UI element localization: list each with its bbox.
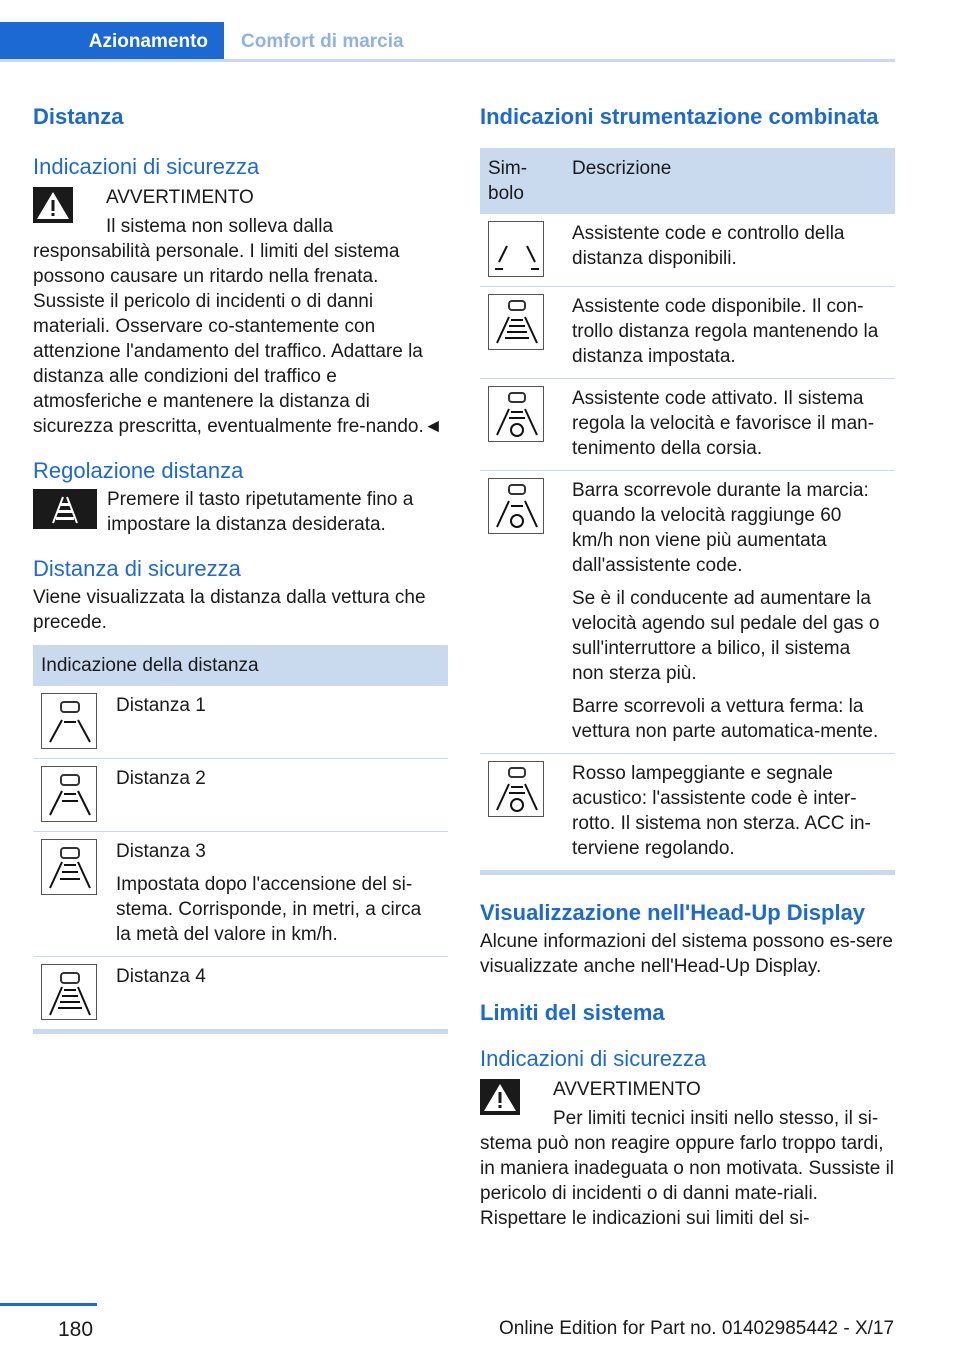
warning-block-2 [480,1077,895,1231]
car-lanes-icon [488,294,544,350]
safety-heading: Indicazioni di sicurezza [33,154,260,179]
distance-table-header: Indicazione della distanza [33,645,448,686]
warning-triangle-icon [480,1079,520,1115]
symbol-description: Barra scorrevole durante la marcia: quando la velocità raggiunge 60 km/h non viene più aumentata dall'assistente code. [572,480,869,576]
table-row [480,379,895,471]
section-title-distanza: Distanza [33,104,124,129]
header-bar [0,22,895,62]
footer-rule [0,1303,97,1306]
table-row [33,686,448,759]
description-column-header: Descrizione [564,148,895,214]
distance-4-label: Distanza 4 [116,966,206,987]
symbol-description: Rosso lampeggiante e segnale acustico: l'assistente code è inter-rotto. Il sistema non sterza. ACC in-terviene regolando. [572,763,871,859]
table-row [480,214,895,287]
table-end-rule [480,870,895,875]
regulation-block [33,487,448,537]
distance-button-icon [33,489,97,529]
left-column [33,100,448,1034]
page-number: 180 [58,1318,94,1341]
warning-title: AVVERTIMENTO [106,187,254,208]
warning-triangle-icon [33,187,73,223]
distance-1-icon [41,693,97,749]
symbol-table [480,148,895,870]
hud-text: Alcune informazioni del sistema possono es-sere visualizzate anche nell'Head-Up Display. [480,931,893,977]
warning-text-2: Per limiti tecnici insiti nello stesso, il si-stema può non reagire oppure farlo troppo tardi, in maniera inadeguata o non motivata. Sussiste il pericolo di incidenti o di danni mate-riali. Rispettare le indicazioni sui limiti del si- [480,1108,895,1229]
safe-distance-text: Viene visualizzata la distanza dalla vettura che precede. [33,587,426,633]
table-row [480,754,895,871]
table-row [33,832,448,957]
limits-heading: Limiti del sistema [480,1000,665,1025]
distance-3-label: Distanza 3 [116,841,206,862]
safety-heading-2: Indicazioni di sicurezza [480,1046,707,1071]
tab-azionamento[interactable]: Azionamento [0,22,224,62]
safe-distance-heading: Distanza di sicurezza [33,556,241,581]
hud-heading: Visualizzazione nell'Head-Up Display [480,900,866,925]
tab-comfort-di-marcia[interactable]: Comfort di marcia [241,31,404,52]
right-column [480,100,895,1231]
table-row [33,957,448,1030]
table-row [480,471,895,754]
table-end-rule [33,1029,448,1034]
table-row [33,759,448,832]
warning-text: Il sistema non solleva dalla responsabilità personale. I limiti del sistema possono causare un ritardo nella frenata. Sussiste il pericolo di incidenti o di danni materiali. Osservare co-stantemente con attenzione l'andamento del traffico. Adattare la distanza alle condizioni del traffico e atmosferiche e mantenere la distanza di sicurezza prescritta, eventualmente fre-nando.◄ [33,216,443,437]
distance-2-icon [41,766,97,822]
warning-block [33,185,448,439]
table-row [480,287,895,379]
warning-title-2: AVVERTIMENTO [553,1079,701,1100]
car-lanes-steering-icon [488,386,544,442]
regulation-text: Premere il tasto ripetutamente fino a impostare la distanza desiderata. [107,489,414,535]
distance-4-icon [41,964,97,1020]
symbol-description: Barre scorrevoli a vettura ferma: la vettura non parte automatica-mente. [572,696,879,742]
regulation-heading: Regolazione distanza [33,458,244,483]
symbol-description: Assistente code e controllo della distanza disponibili. [572,223,845,269]
car-lanes-steering-bars-icon [488,478,544,534]
symbol-description: Se è il conducente ad aumentare la velocità agendo sul pedale del gas o sull'interruttore a bilico, il sistema non sterza più. [572,588,880,684]
distance-table [33,645,448,1029]
lane-lines-icon [488,221,544,277]
distance-2-label: Distanza 2 [116,768,206,789]
header-rule [0,59,895,62]
distance-3-description: Impostata dopo l'accensione del si-stema. Corrisponde, in metri, a circa la metà del valore in km/h. [116,874,422,945]
distance-1-label: Distanza 1 [116,695,206,716]
distance-3-icon [41,839,97,895]
instrument-display-title: Indicazioni strumentazione combinata [480,104,879,129]
symbol-description: Assistente code attivato. Il sistema regola la velocità e favorisce il man-tenimento della corsia. [572,388,875,459]
symbol-description: Assistente code disponibile. Il con-trollo distanza regola mantenendo la distanza impostata. [572,296,879,367]
symbol-column-header: Sim-bolo [480,148,564,214]
car-lanes-steering-red-icon [488,761,544,817]
edition-label: Online Edition for Part no. 01402985442 - X/17 [499,1318,895,1339]
